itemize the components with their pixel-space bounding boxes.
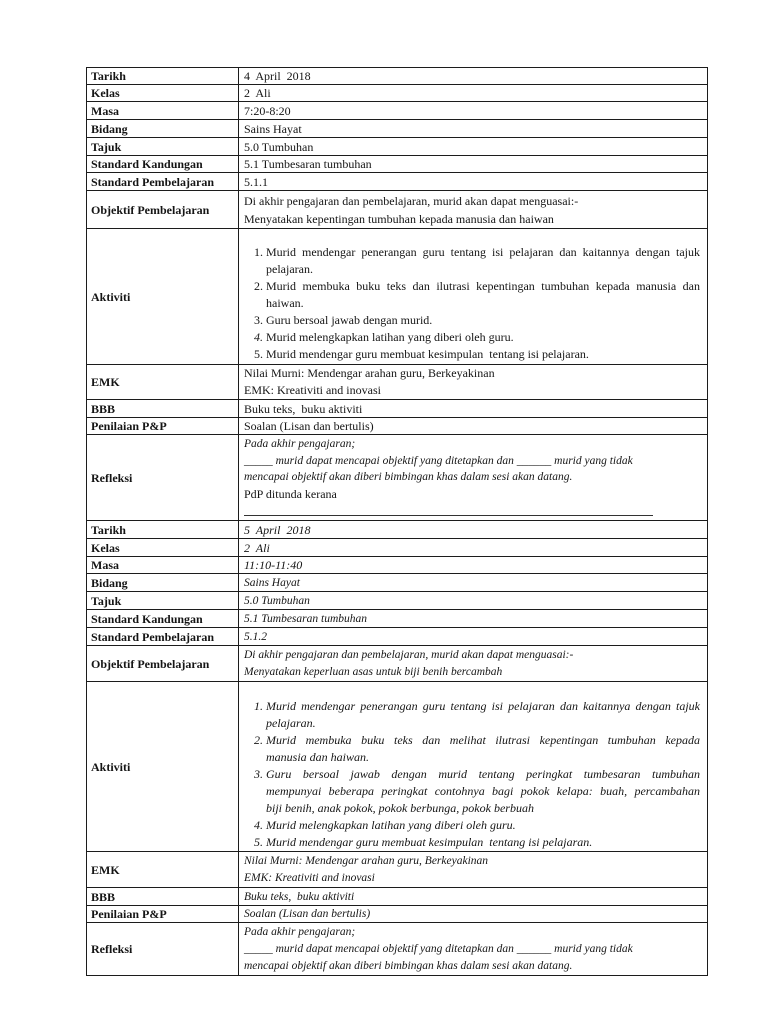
row-tarikh — [87, 521, 708, 539]
aktiviti-item — [266, 312, 700, 329]
aktiviti-line: 4. Murid melengkapkan latihan yang diberi oleh guru. — [266, 330, 514, 344]
value-standard-pembelajaran: 5.1.2 — [239, 628, 708, 646]
aktiviti-item — [266, 766, 700, 817]
aktiviti-line: haiwan. — [266, 296, 304, 310]
refleksi-blank-line — [244, 503, 653, 516]
aktiviti-item — [266, 834, 700, 851]
row-objektif — [87, 646, 708, 682]
label-refleksi: Refleksi — [87, 435, 239, 521]
value-objektif — [239, 191, 708, 229]
lesson-plan-table — [86, 67, 708, 976]
row-tarikh — [87, 68, 708, 85]
label-penilaian: Penilaian P&P — [87, 418, 239, 435]
value-bidang: Sains Hayat — [239, 574, 708, 592]
value-kelas: 2 Ali — [239, 85, 708, 102]
aktiviti-line: pelajaran. — [266, 262, 313, 276]
row-masa — [87, 102, 708, 120]
row-masa — [87, 557, 708, 574]
objektif-line: Menyatakan keperluan asas untuk biji benih bercambah — [244, 666, 503, 678]
row-bidang — [87, 120, 708, 138]
aktiviti-line: 1. Murid mendengar penerangan guru tentang isi pelajaran dan kaitannya dengan tajuk — [266, 245, 700, 259]
value-tarikh: 4 April 2018 — [239, 68, 708, 85]
label-emk: EMK — [87, 852, 239, 888]
aktiviti-list — [244, 244, 700, 363]
value-tajuk: 5.0 Tumbuhan — [239, 138, 708, 156]
refleksi-line: Pada akhir pengajaran; — [244, 438, 356, 450]
row-standard-kandungan — [87, 610, 708, 628]
aktiviti-item — [266, 732, 700, 766]
refleksi-tunda: PdP ditunda kerana — [244, 486, 337, 501]
label-emk: EMK — [87, 365, 239, 400]
value-refleksi — [239, 435, 708, 521]
refleksi-line: mencapai objektif akan diberi bimbingan khas dalam sesi akan datang. — [244, 471, 573, 483]
label-aktiviti: Aktiviti — [87, 229, 239, 365]
label-kelas: Kelas — [87, 85, 239, 102]
value-standard-kandungan: 5.1 Tumbesaran tumbuhan — [239, 610, 708, 628]
value-objektif — [239, 646, 708, 682]
row-refleksi — [87, 435, 708, 521]
refleksi-line: _____ murid dapat mencapai objektif yang ditetapkan dan ______ murid yang tidak — [244, 943, 633, 955]
value-bbb: Buku teks, buku aktiviti — [239, 400, 708, 418]
objektif-line: Di akhir pengajaran dan pembelajaran, murid akan dapat menguasai:- — [244, 649, 574, 661]
value-tarikh: 5 April 2018 — [239, 521, 708, 539]
value-bidang: Sains Hayat — [239, 120, 708, 138]
lesson-plan-sheet — [86, 67, 707, 976]
row-standard-pembelajaran — [87, 173, 708, 191]
label-standard-kandungan: Standard Kandungan — [87, 156, 239, 173]
label-tarikh: Tarikh — [87, 521, 239, 539]
aktiviti-line: 3. Guru bersoal jawab dengan murid tentang peringkat tumbesaran tumbuhan — [266, 767, 700, 781]
label-objektif: Objektif Pembelajaran — [87, 191, 239, 229]
value-kelas: 2 Ali — [239, 539, 708, 557]
label-bidang: Bidang — [87, 574, 239, 592]
row-penilaian — [87, 418, 708, 435]
emk-line: EMK: Kreativiti and inovasi — [244, 872, 375, 884]
row-kelas — [87, 539, 708, 557]
label-masa: Masa — [87, 102, 239, 120]
aktiviti-line: 4. Murid melengkapkan latihan yang diberi oleh guru. — [266, 818, 516, 832]
aktiviti-item — [266, 278, 700, 312]
aktiviti-line: 2. Murid membuka buku teks dan ilutrasi kepentingan tumbuhan kepada manusia dan — [266, 279, 700, 293]
aktiviti-line: 5. Murid mendengar guru membuat kesimpulan tentang isi pelajaran. — [266, 347, 589, 361]
aktiviti-item — [266, 698, 700, 732]
label-tarikh: Tarikh — [87, 68, 239, 85]
label-bbb: BBB — [87, 400, 239, 418]
aktiviti-item — [266, 817, 700, 834]
label-standard-kandungan: Standard Kandungan — [87, 610, 239, 628]
emk-line: EMK: Kreativiti and inovasi — [244, 383, 381, 397]
emk-line: Nilai Murni: Mendengar arahan guru, Berkeyakinan — [244, 366, 495, 380]
label-refleksi: Refleksi — [87, 923, 239, 976]
row-objektif — [87, 191, 708, 229]
label-standard-pembelajaran: Standard Pembelajaran — [87, 628, 239, 646]
aktiviti-line: 1. Murid mendengar penerangan guru tentang isi pelajaran dan kaitannya dengan tajuk — [266, 699, 700, 713]
value-penilaian: Soalan (Lisan dan bertulis) — [239, 418, 708, 435]
label-aktiviti: Aktiviti — [87, 682, 239, 852]
row-emk — [87, 852, 708, 888]
value-refleksi — [239, 923, 708, 976]
aktiviti-item — [266, 329, 700, 346]
aktiviti-list — [244, 698, 700, 851]
aktiviti-item — [266, 346, 700, 363]
aktiviti-item — [266, 244, 700, 278]
value-penilaian: Soalan (Lisan dan bertulis) — [239, 906, 708, 923]
value-emk — [239, 852, 708, 888]
value-masa: 11:10-11:40 — [239, 557, 708, 574]
label-bidang: Bidang — [87, 120, 239, 138]
value-emk — [239, 365, 708, 400]
value-aktiviti — [239, 682, 708, 852]
label-standard-pembelajaran: Standard Pembelajaran — [87, 173, 239, 191]
row-refleksi — [87, 923, 708, 976]
aktiviti-line: 5. Murid mendengar guru membuat kesimpulan tentang isi pelajaran. — [266, 835, 593, 849]
value-standard-kandungan: 5.1 Tumbesaran tumbuhan — [239, 156, 708, 173]
row-standard-kandungan — [87, 156, 708, 173]
objektif-line: Di akhir pengajaran dan pembelajaran, murid akan dapat menguasai:- — [244, 194, 579, 208]
aktiviti-line: pelajaran. — [266, 716, 316, 730]
emk-line: Nilai Murni: Mendengar arahan guru, Berkeyakinan — [244, 855, 489, 867]
value-bbb: Buku teks, buku aktiviti — [239, 888, 708, 906]
label-tajuk: Tajuk — [87, 592, 239, 610]
value-masa: 7:20-8:20 — [239, 102, 708, 120]
row-standard-pembelajaran — [87, 628, 708, 646]
label-kelas: Kelas — [87, 539, 239, 557]
row-emk — [87, 365, 708, 400]
label-masa: Masa — [87, 557, 239, 574]
row-kelas — [87, 85, 708, 102]
value-aktiviti — [239, 229, 708, 365]
aktiviti-line: manusia dan haiwan. — [266, 750, 370, 764]
aktiviti-line: 3. Guru bersoal jawab dengan murid. — [266, 313, 433, 327]
label-objektif: Objektif Pembelajaran — [87, 646, 239, 682]
value-tajuk: 5.0 Tumbuhan — [239, 592, 708, 610]
aktiviti-line: 2. Murid membuka buku teks dan melihat ilutrasi kepentingan tumbuhan kepada — [266, 733, 700, 747]
label-bbb: BBB — [87, 888, 239, 906]
row-bidang — [87, 574, 708, 592]
refleksi-line: Pada akhir pengajaran; — [244, 926, 356, 938]
refleksi-line: _____ murid dapat mencapai objektif yang ditetapkan dan ______ murid yang tidak — [244, 454, 633, 467]
row-penilaian — [87, 906, 708, 923]
aktiviti-line: biji benih, anak pokok, pokok berbunga, pokok berbuah — [266, 801, 534, 815]
row-bbb — [87, 888, 708, 906]
label-tajuk: Tajuk — [87, 138, 239, 156]
label-penilaian: Penilaian P&P — [87, 906, 239, 923]
value-standard-pembelajaran: 5.1.1 — [239, 173, 708, 191]
aktiviti-line: mempunyai beberapa peringkat contohnya bagi pokok kelapa: buah, percambahan — [266, 784, 700, 798]
row-bbb — [87, 400, 708, 418]
refleksi-line: mencapai objektif akan diberi bimbingan khas dalam sesi akan datang. — [244, 960, 573, 972]
row-tajuk — [87, 138, 708, 156]
row-aktiviti — [87, 229, 708, 365]
objektif-line: Menyatakan kepentingan tumbuhan kepada manusia dan haiwan — [244, 212, 554, 226]
row-tajuk — [87, 592, 708, 610]
row-aktiviti — [87, 682, 708, 852]
